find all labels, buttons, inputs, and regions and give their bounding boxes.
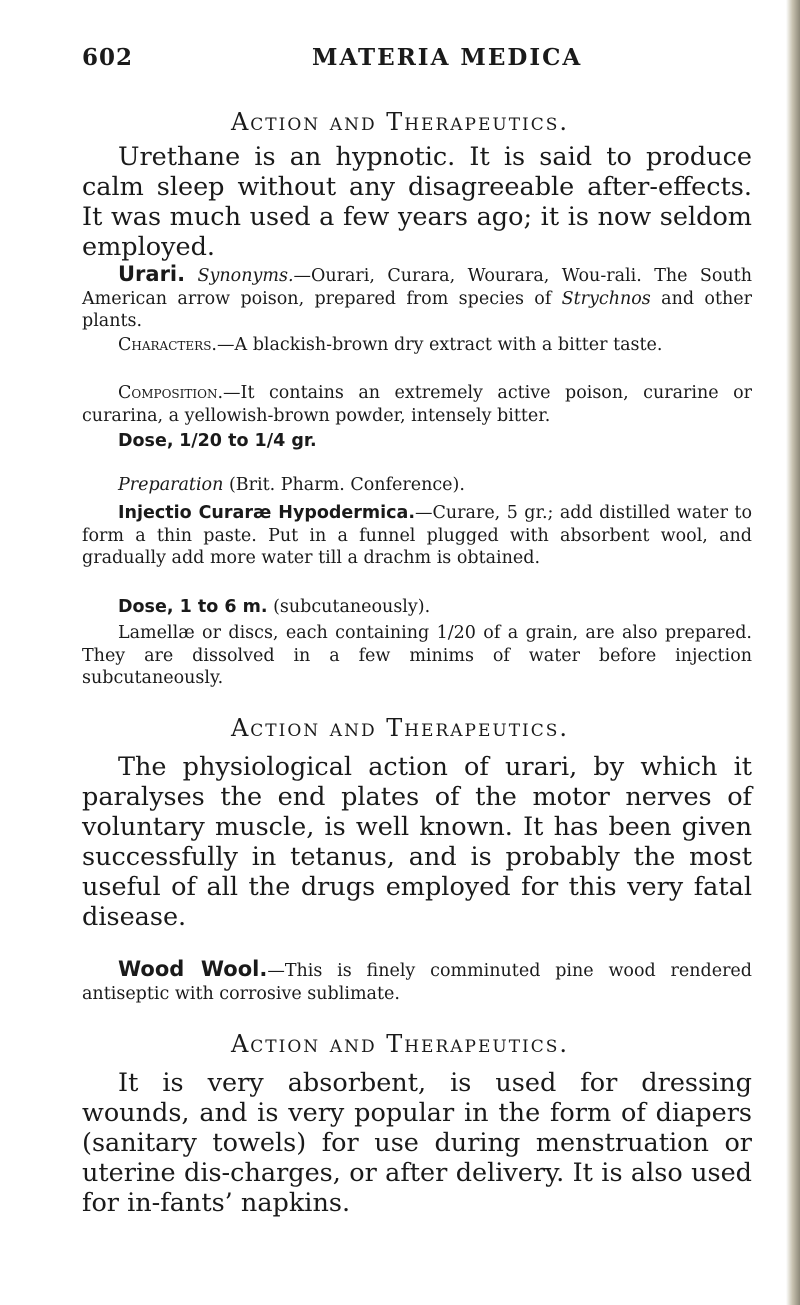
injectio-dose-line [82,596,752,619]
wood-wool-action-paragraph: It is very absorbent, is used for dressing wounds, and is very popular in the form of diapers (sanitary towels) for use during menstruation or uterine dis-charges, or after delivery. It is also used for in-fants’ napkins. [82,1068,752,1218]
synonyms-tail: and other plants. [82,288,752,331]
section-heading-urari-action: Action and Therapeutics. [230,714,570,742]
injectio-text: —Curare, 5 gr.; add distilled water to form a thin paste. Put in a funnel plugged with absorbent wool, and gradually add more water till a drachm is obtained. [82,503,752,568]
urari-synonyms-paragraph [82,263,752,333]
composition-paragraph [82,382,752,427]
urari-action-paragraph: The physiological action of urari, by which it paralyses the end plates of the motor nerves of voluntary muscle, is well known. It has been given successfully in tetanus, and is probably the most useful of all the drugs employed for this very fatal disease. [82,752,752,932]
dose-label: Dose, [118,431,174,451]
lamellae-paragraph: Lamellæ or discs, each containing 1/20 of a grain, are also prepared. They are dissolved in a few minims of water before injection subcutaneously. [82,623,752,688]
genus-name: Strychnos [561,288,651,309]
dose-value: 1/20 to 1/4 gr. [179,431,317,451]
injectio-dose-text: (subcutaneously). [273,597,431,617]
urari-title: Urari. [118,262,186,286]
characters-paragraph [82,334,752,357]
preparation-text: (Brit. Pharm. Conference). [228,475,465,495]
page-header [82,44,782,76]
dose-line [82,430,752,453]
section-heading-urethane-action: Action and Therapeutics. [230,108,570,136]
composition-text: —It contains an extremely active poison, curarine or curarina, a yellowish-brown powder, intensely bitter. [82,383,752,426]
synonyms-label: Synonyms. [197,266,294,286]
composition-label: Composition. [118,383,224,403]
synonyms-text: —Ourari, Curara, Wourara, Wou-rali. The South American arrow poison, prepared from species of [82,266,752,309]
running-title: MATERIA MEDICA [312,44,583,71]
injectio-paragraph [82,502,752,570]
preparation-label: Preparation [118,475,224,495]
characters-label: Characters. [118,335,217,355]
injectio-dose-label: Dose, 1 to 6 m. [118,597,268,617]
urethane-paragraph: Urethane is an hypnotic. It is said to produce calm sleep without any disagreeable after-effects. It was much used a few years ago; it is now seldom employed. [82,142,752,262]
page-edge-shadow [786,0,800,1305]
wood-wool-paragraph [82,958,752,1005]
characters-text: —A blackish-brown dry extract with a bitter taste. [217,335,663,355]
wood-wool-title: Wood Wool. [118,957,268,981]
injectio-title: Injectio Curaræ Hypodermica. [118,503,415,523]
wood-wool-text: —This is finely comminuted pine wood rendered antiseptic with corrosive sublimate. [82,961,752,1004]
preparation-line [82,474,752,497]
section-heading-wood-wool-action: Action and Therapeutics. [230,1030,570,1058]
page-number: 602 [82,44,134,71]
